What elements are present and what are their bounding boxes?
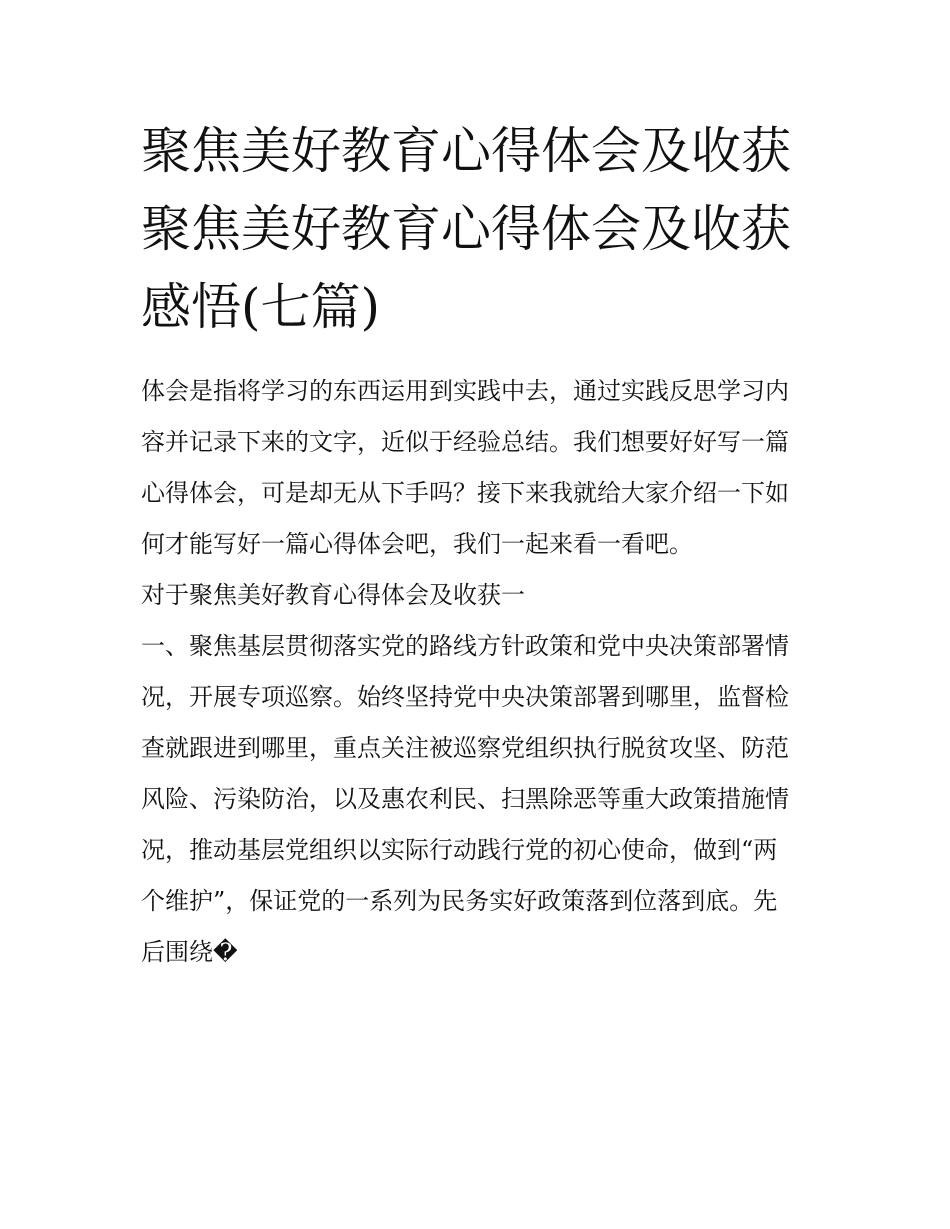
intro-line-4: 何才能写好一篇心得体会吧，我们一起来看一看吧。	[141, 530, 693, 558]
document-body	[141, 366, 813, 978]
section-heading: 对于聚焦美好教育心得体会及收获一	[141, 581, 525, 609]
intro-paragraph	[141, 366, 813, 570]
title-line-3: 感悟(七篇)	[141, 278, 381, 336]
intro-line-1: 体会是指将学习的东西运用到实践中去，通过实践反思学习内	[141, 377, 789, 405]
section-line-3: 查就跟进到哪里，重点关注被巡察党组织执行脱贫攻坚、防范	[141, 734, 789, 762]
title-line-2: 聚焦美好教育心得体会及收获	[141, 200, 791, 258]
title-line-1: 聚焦美好教育心得体会及收获	[141, 122, 791, 180]
section-line-2: 况，开展专项巡察。始终坚持党中央决策部署到哪里，监督检	[141, 683, 789, 711]
document-content	[141, 112, 813, 978]
section-paragraph	[141, 621, 813, 978]
section-line-5: 况，推动基层党组织以实际行动践行党的初心使命，做到“两	[141, 836, 778, 864]
section-line-4: 风险、污染防治，以及惠农利民、扫黑除恶等重大政策措施情	[141, 785, 789, 813]
intro-line-2: 容并记录下来的文字，近似于经验总结。我们想要好好写一篇	[141, 428, 789, 456]
section-line-6: 个维护”，保证党的一系列为民务实好政策落到位落到底。先	[141, 887, 778, 915]
section-line-7: 后围绕�	[141, 938, 238, 966]
intro-line-3: 心得体会，可是却无从下手吗？接下来我就给大家介绍一下如	[141, 479, 789, 507]
document-title	[141, 112, 813, 346]
section-line-1: 一、聚焦基层贯彻落实党的路线方针政策和党中央决策部署情	[141, 632, 789, 660]
